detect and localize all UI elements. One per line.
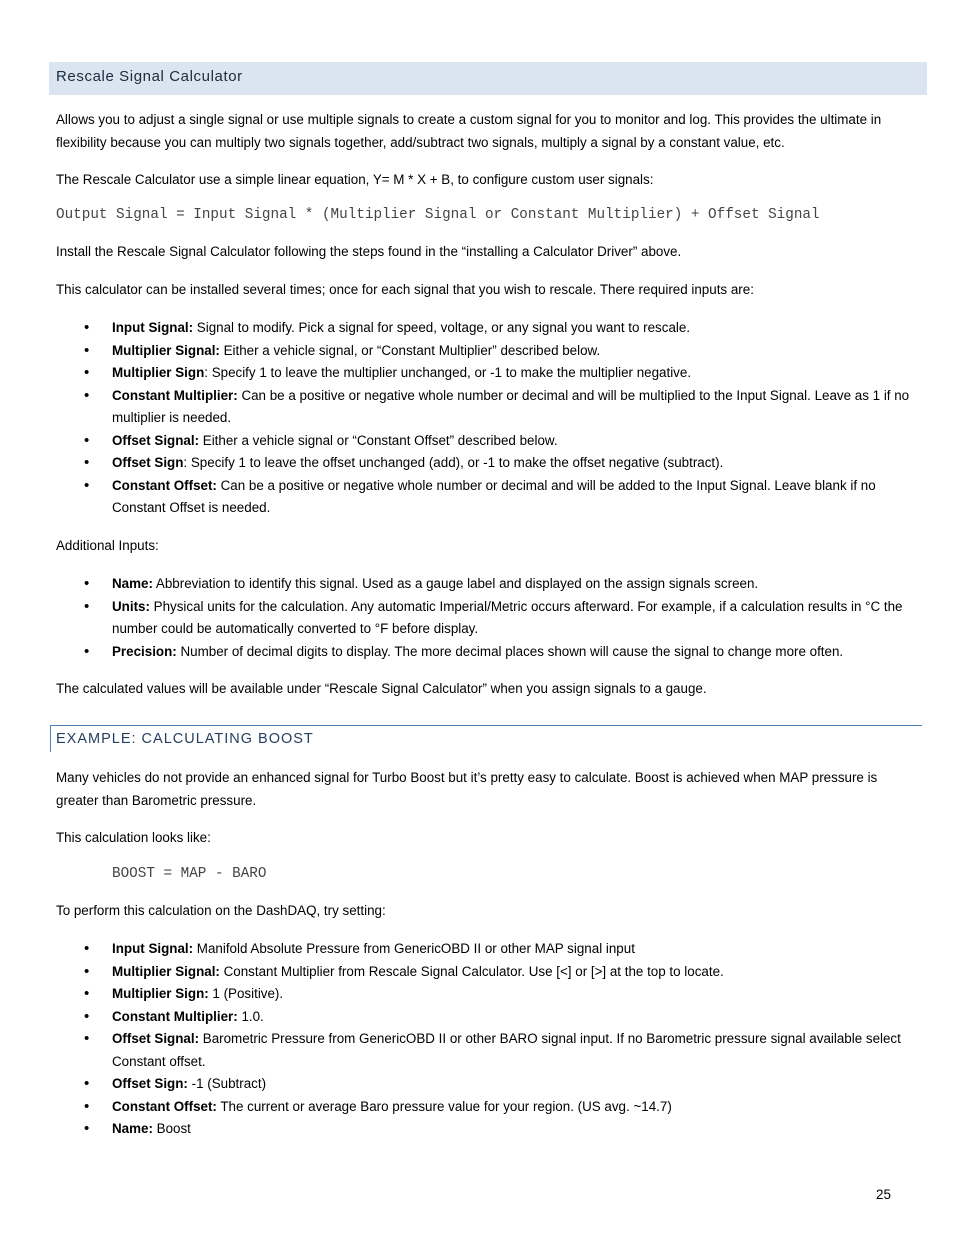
item-text: Boost bbox=[152, 1121, 191, 1136]
item-text: Can be a positive or negative whole number or decimal and will be multiplied to the Input Signal. Leave as 1 if no multiplier is needed. bbox=[112, 387, 910, 425]
item-term: Precision: bbox=[112, 643, 177, 659]
item-term: Name: bbox=[112, 1121, 153, 1136]
item-term: Constant Multiplier: bbox=[112, 1008, 238, 1024]
item-text: : Specify 1 to leave the multiplier unchanged, or -1 to make the multiplier negative. bbox=[204, 365, 692, 380]
item-term: Offset Sign bbox=[112, 455, 184, 470]
item-term: Multiplier Sign: bbox=[112, 986, 209, 1001]
list-item bbox=[56, 317, 922, 340]
list-item bbox=[56, 641, 922, 664]
item-term: Offset Signal: bbox=[112, 432, 200, 448]
intro-paragraph: Allows you to adjust a single signal or use multiple signals to create a custom signal for you to monitor and log. This provides the ultimate in flexibility because you can multiply two signals together, add/subtract two signals, multiply a signal by a constant value, etc. bbox=[56, 112, 882, 150]
item-text: Either a vehicle signal, or “Constant Multiplier” described below. bbox=[219, 342, 601, 358]
item-text: 1 (Positive). bbox=[208, 986, 284, 1001]
item-term: Name: bbox=[112, 576, 153, 591]
list-item bbox=[56, 596, 922, 641]
item-term: Constant Offset: bbox=[112, 477, 217, 493]
item-term: Constant Multiplier: bbox=[112, 387, 238, 403]
item-text: Physical units for the calculation. Any automatic Imperial/Metric occurs afterward. For example, if a calculation results in °C the number could be automatically converted to °F before display. bbox=[112, 598, 903, 636]
item-text: 1.0. bbox=[237, 1008, 264, 1024]
item-term: Offset Signal: bbox=[112, 1031, 200, 1046]
item-text: The current or average Baro pressure value for your region. (US avg. ~14.7) bbox=[216, 1098, 672, 1114]
item-text: Barometric Pressure from GenericOBD II or other BARO signal input. If no Barometric pressure signal available select Constant offset. bbox=[112, 1031, 901, 1069]
install-paragraph: Install the Rescale Signal Calculator following the steps found in the “installing a Calculator Driver” above. bbox=[56, 244, 682, 259]
item-text: Can be a positive or negative whole number or decimal and will be added to the Input Signal. Leave blank if no Constant Offset is needed. bbox=[112, 477, 876, 515]
example-heading: EXAMPLE: CALCULATING BOOST bbox=[50, 725, 922, 752]
list-item bbox=[56, 938, 922, 961]
list-item bbox=[56, 983, 922, 1006]
list-item bbox=[56, 340, 922, 363]
item-text: Either a vehicle signal or “Constant Offset” described below. bbox=[199, 432, 558, 448]
item-term: Constant Offset: bbox=[112, 1098, 217, 1114]
list-item bbox=[56, 452, 922, 475]
item-term: Multiplier Signal: bbox=[112, 963, 220, 979]
item-term: Offset Sign: bbox=[112, 1076, 188, 1091]
item-term: Input Signal: bbox=[112, 320, 194, 335]
additional-inputs-label: Additional Inputs: bbox=[56, 538, 159, 553]
list-item bbox=[56, 961, 922, 984]
section-heading: Rescale Signal Calculator bbox=[49, 62, 927, 95]
list-item bbox=[56, 385, 922, 430]
closing-paragraph: The calculated values will be available under “Rescale Signal Calculator” when you assign signals to a gauge. bbox=[56, 681, 707, 696]
item-text: Number of decimal digits to display. The more decimal places shown will cause the signal to change more often. bbox=[176, 643, 844, 659]
list-item bbox=[56, 1006, 922, 1029]
item-text: Signal to modify. Pick a signal for speed, voltage, or any signal you want to rescale. bbox=[193, 320, 691, 335]
example-settings-list bbox=[56, 938, 922, 1141]
item-text: Manifold Absolute Pressure from GenericOBD II or other MAP signal input bbox=[193, 941, 635, 956]
equation-intro-paragraph: The Rescale Calculator use a simple linear equation, Y= M * X + B, to configure custom user signals: bbox=[56, 172, 654, 187]
calculation-label: This calculation looks like: bbox=[56, 830, 211, 845]
required-inputs-intro: This calculator can be installed several times; once for each signal that you wish to rescale. There required inputs are: bbox=[56, 282, 754, 297]
list-item bbox=[56, 430, 922, 453]
item-term: Input Signal: bbox=[112, 941, 194, 956]
list-item bbox=[56, 1028, 922, 1073]
example-intro-paragraph: Many vehicles do not provide an enhanced signal for Turbo Boost but it’s pretty easy to calculate. Boost is achieved when MAP pressure is greater than Barometric pressure. bbox=[56, 770, 878, 808]
boost-formula: BOOST = MAP - BARO bbox=[112, 866, 267, 882]
item-term: Units: bbox=[112, 598, 150, 614]
item-term: Multiplier Signal: bbox=[112, 342, 220, 358]
item-text: -1 (Subtract) bbox=[187, 1076, 267, 1091]
list-item bbox=[56, 362, 922, 385]
list-item bbox=[56, 573, 922, 596]
item-text: : Specify 1 to leave the offset unchanged (add), or -1 to make the offset negative (subtract). bbox=[183, 455, 724, 470]
list-item bbox=[56, 1073, 922, 1096]
required-inputs-list bbox=[56, 317, 922, 520]
list-item bbox=[56, 1096, 922, 1119]
item-text: Abbreviation to identify this signal. Used as a gauge label and displayed on the assign signals screen. bbox=[152, 576, 759, 591]
list-item bbox=[56, 475, 922, 520]
output-formula: Output Signal = Input Signal * (Multiplier Signal or Constant Multiplier) + Offset Signal bbox=[56, 207, 820, 223]
setting-label: To perform this calculation on the DashDAQ, try setting: bbox=[56, 903, 386, 918]
list-item bbox=[56, 1118, 922, 1141]
page-number: 25 bbox=[876, 1187, 891, 1202]
item-text: Constant Multiplier from Rescale Signal Calculator. Use [<] or [>] at the top to locate. bbox=[219, 963, 724, 979]
item-term: Multiplier Sign bbox=[112, 365, 205, 380]
additional-inputs-list bbox=[56, 573, 922, 663]
